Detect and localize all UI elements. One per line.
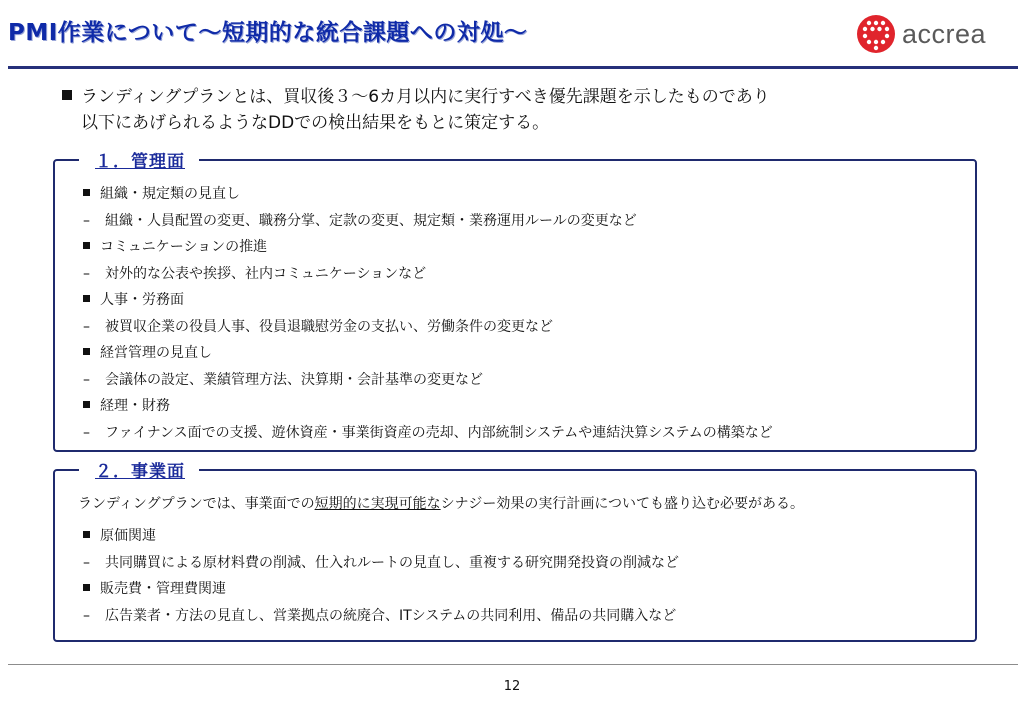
list-item: [83, 393, 773, 420]
business-section-box: [53, 462, 977, 642]
list-item-detail: [83, 208, 773, 235]
footer-rule: [8, 664, 1018, 665]
item-heading: 販売費・管理費関連: [100, 581, 226, 597]
list-item: [83, 234, 773, 261]
item-detail: 被買収企業の役員人事、役員退職慰労金の支払い、労働条件の変更など: [105, 318, 553, 335]
note-text-after: シナジー効果の実行計画についても盛り込む必要がある。: [440, 496, 805, 512]
bullet-icon: [83, 295, 90, 302]
item-detail: 広告業者・方法の見直し、営業拠点の統廃合、ITシステムの共同利用、備品の共同購入など: [105, 607, 677, 624]
intro-text-1: ランディングプランとは、買収後３～6カ月以内に実行すべき優先課題を示したものであり: [81, 87, 770, 107]
note-text-underlined: 短期的に実現可能な: [314, 496, 441, 512]
item-detail: 組織・人員配置の変更、職務分掌、定款の変更、規定類・業務運用ルールの変更など: [105, 212, 637, 229]
note-text-before: ランディングプランでは、事業面での: [78, 496, 315, 512]
bullet-icon: [83, 189, 90, 196]
red-dot-cluster-logo-icon: [856, 14, 896, 54]
list-item: [83, 576, 804, 603]
dash-icon: –: [83, 554, 90, 571]
list-item-detail: [83, 550, 804, 577]
business-note: [78, 491, 804, 523]
item-detail: 会議体の設定、業績管理方法、決算期・会計基準の変更など: [105, 371, 483, 388]
company-logo: [856, 14, 986, 54]
list-item-detail: [83, 261, 773, 288]
list-item: [83, 523, 804, 550]
dash-icon: –: [83, 265, 90, 282]
item-heading: 経理・財務: [100, 398, 170, 414]
item-detail: 対外的な公表や挨拶、社内コミュニケーションなど: [105, 265, 427, 282]
bullet-icon: [83, 401, 90, 408]
management-section-box: [53, 152, 977, 452]
bullet-icon: [83, 531, 90, 538]
intro-line-1: [62, 84, 982, 110]
business-section-title: ２．事業面: [79, 457, 199, 482]
intro-line-2: 以下にあげられるようなDDでの検出結果をもとに策定する。: [81, 113, 550, 133]
management-items: [83, 181, 773, 446]
list-item: [83, 340, 773, 367]
header-rule: [8, 66, 1018, 69]
dash-icon: –: [83, 371, 90, 388]
square-bullet-icon: [62, 90, 72, 100]
item-heading: 原価関連: [100, 528, 156, 544]
dash-icon: –: [83, 212, 90, 229]
bullet-icon: [83, 242, 90, 249]
slide-title: PMI作業について～短期的な統合課題への対処～: [8, 20, 528, 46]
list-item-detail: [83, 367, 773, 394]
list-item: [83, 287, 773, 314]
list-item-detail: [83, 603, 804, 630]
logo-text: accrea: [902, 18, 987, 49]
business-items: [78, 491, 805, 629]
item-heading: コミュニケーションの推進: [100, 239, 268, 255]
list-item-detail: [83, 314, 773, 341]
item-heading: 人事・労務面: [100, 292, 184, 308]
item-detail: 共同購買による原材料費の削減、仕入れルートの見直し、重複する研究開発投資の削減など: [105, 554, 679, 571]
dash-icon: –: [83, 318, 90, 335]
list-item: [83, 181, 773, 208]
page-number: 12: [503, 679, 521, 694]
bullet-icon: [83, 348, 90, 355]
list-item-detail: [83, 420, 773, 447]
dash-icon: –: [83, 607, 90, 624]
item-heading: 組織・規定類の見直し: [100, 186, 240, 202]
management-section-title: １．管理面: [79, 147, 199, 172]
item-heading: 経営管理の見直し: [100, 345, 212, 361]
intro-paragraph: [62, 84, 982, 136]
bullet-icon: [83, 584, 90, 591]
item-detail: ファイナンス面での支援、遊休資産・事業街資産の売却、内部統制システムや連結決算システムの構築など: [105, 424, 773, 441]
dash-icon: –: [83, 424, 90, 441]
